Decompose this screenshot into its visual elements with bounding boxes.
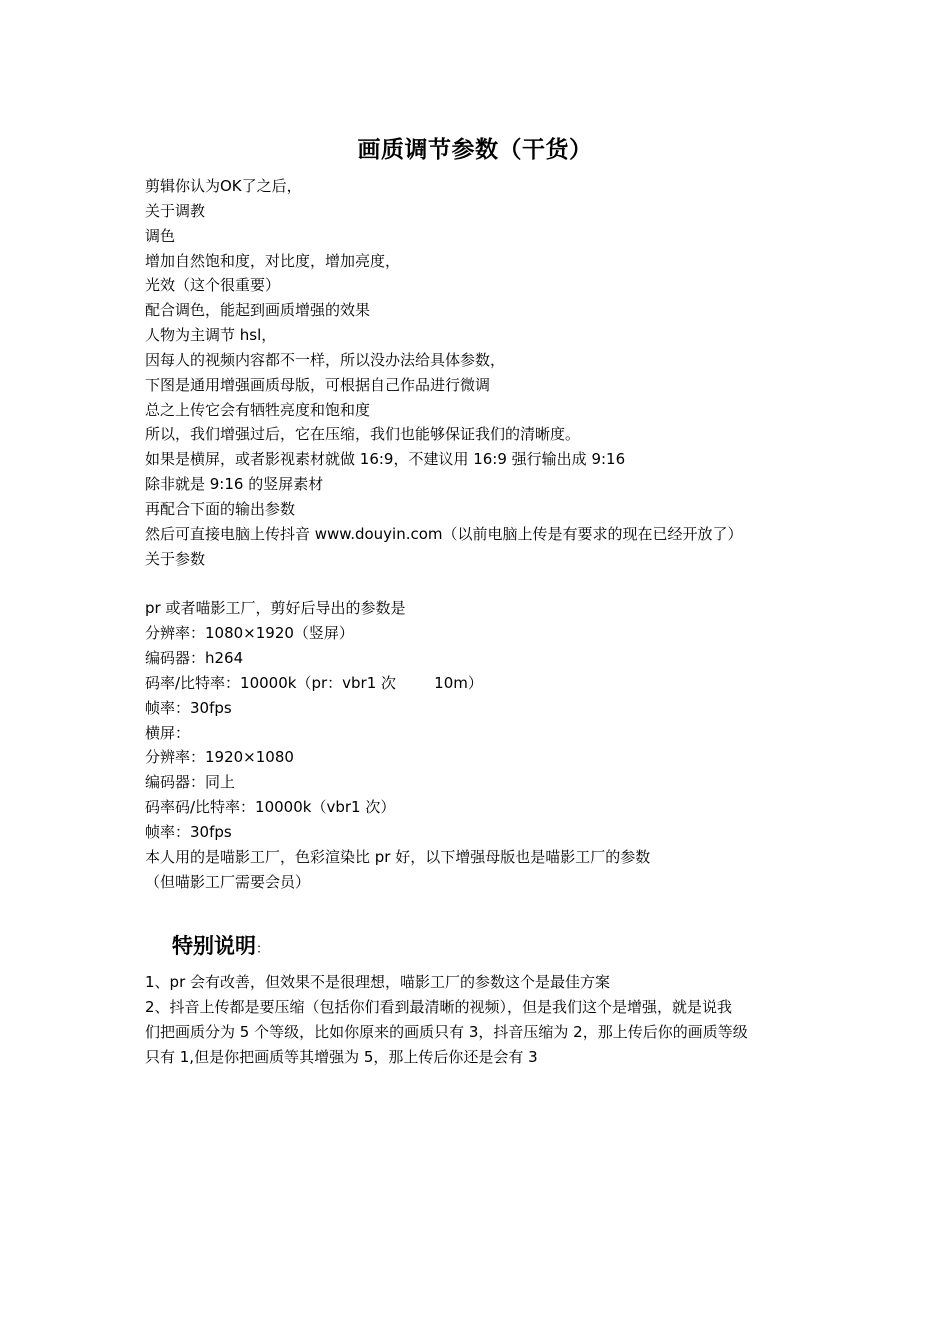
body-line: 光效（这个很重要） (145, 276, 281, 295)
body-line: 人物为主调节 hsl， (145, 326, 277, 345)
param-line: 码率码/比特率：10000k（vbr1 次） (145, 798, 396, 817)
document-title: 画质调节参数（干货） (357, 137, 593, 163)
body-line: 然后可直接电脑上传抖音 www.douyin.com（以前电脑上传是有要求的现在已经开放了） (145, 524, 743, 543)
param-line: 帧率：30fps (145, 822, 232, 841)
note-item (145, 995, 810, 1070)
param-line: 帧率：30fps (145, 698, 232, 717)
body-line: 所以，我们增强过后，它在压缩，我们也能够保证我们的清晰度。 (145, 425, 581, 444)
body-line: 本人用的是喵影工厂，色彩渲染比 pr 好，以下增强母版也是喵影工厂的参数 (145, 847, 651, 866)
special-notes-heading-text: 特别说明 (172, 934, 256, 958)
param-line: 分辨率：1920×1080 (145, 748, 294, 767)
special-notes-list (145, 970, 810, 1070)
param-line: 横屏： (145, 723, 191, 742)
note-line: 们把画质分为 5 个等级，比如你原来的画质只有 3，抖音压缩为 2，那上传后你的画质等级 (145, 1023, 748, 1041)
param-line: 编码器：同上 (145, 773, 236, 792)
body-line: 调色 (145, 226, 176, 245)
param-line: 分辨率：1080×1920（竖屏） (145, 624, 354, 643)
body-line: 因每人的视频内容都不一样，所以没办法给具体参数， (145, 350, 506, 369)
body-line: 剪辑你认为OK了之后， (145, 177, 302, 195)
body-line: 关于参数 (145, 549, 206, 568)
body-line: （但喵影工厂需要会员） (145, 872, 311, 891)
body-line: pr 或者喵影工厂，剪好后导出的参数是 (145, 599, 406, 618)
note-line: 2、抖音上传都是要压缩（包括你们看到最清晰的视频），但是我们这个是增强，就是说我 (145, 998, 733, 1016)
document-body (145, 174, 825, 894)
body-line: 除非就是 9:16 的竖屏素材 (145, 475, 324, 494)
param-line: 码率/比特率：10000k（pr：vbr1 次 10m） (145, 673, 483, 692)
body-line: 配合调色，能起到画质增强的效果 (145, 301, 371, 320)
param-line: 编码器：h264 (145, 649, 244, 668)
body-line: 如果是横屏，或者影视素材就做 16:9，不建议用 16:9 强行输出成 9:16 (145, 450, 626, 469)
body-line: 再配合下面的输出参数 (145, 499, 296, 518)
blank-line (145, 572, 825, 597)
body-line: 增加自然饱和度，对比度，增加亮度， (145, 251, 401, 270)
body-line: 下图是通用增强画质母版，可根据自己作品进行微调 (145, 375, 491, 394)
body-line: 关于调教 (145, 201, 206, 220)
note-line: 只有 1,但是你把画质等其增强为 5，那上传后你还是会有 3 (145, 1048, 538, 1066)
note-line: 1、pr 会有改善，但效果不是很理想，喵影工厂的参数这个是最佳方案 (145, 973, 611, 991)
body-line: 总之上传它会有牺牲亮度和饱和度 (145, 400, 371, 419)
note-item (145, 970, 810, 995)
special-notes-heading-colon: ： (256, 942, 270, 957)
special-notes-heading (172, 928, 269, 968)
